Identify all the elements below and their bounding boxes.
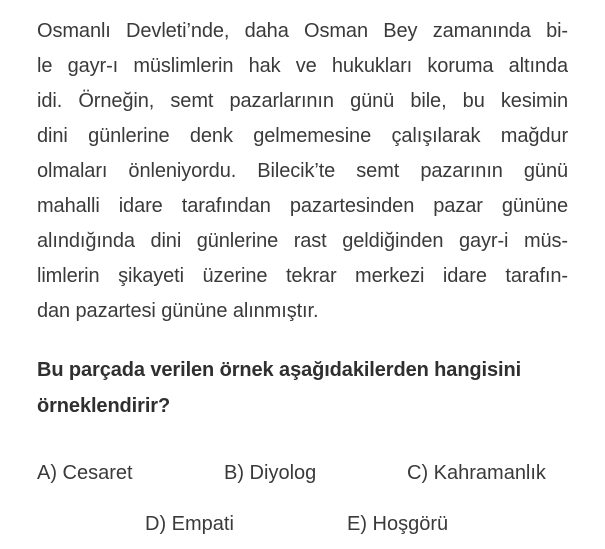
passage-line: dan pazartesi gününe alınmıştır. [37,300,319,322]
option-a: A) Cesaret [37,462,133,484]
reading-passage [37,14,568,329]
option-e: E) Hoşgörü [347,513,449,535]
passage-line: olmaları önleniyordu. Bilecik’te semt pazarının günü [37,160,568,182]
question-stem-line: Bu parçada verilen örnek aşağıdakilerden hangisini [37,359,522,381]
passage-line: mahalli idare tarafından pazartesinden pazar gününe [37,195,568,217]
passage-line: le gayr-ı müslimlerin hak ve hukukları koruma altında [37,55,568,77]
option-c: C) Kahramanlık [407,462,546,484]
passage-line: idi. Örneğin, semt pazarlarının günü bile, bu kesimin [37,90,568,112]
passage-line: Osmanlı Devleti’nde, daha Osman Bey zamanında bi- [37,20,568,42]
passage-line: alındığında dini günlerine rast geldiğinden gayr-i müs- [37,230,568,252]
question-stem-line: örneklendirir? [37,395,171,417]
passage-line: limlerin şikayeti üzerine tekrar merkezi idare tarafın- [37,265,568,287]
option-d: D) Empati [145,513,234,535]
option-b: B) Diyolog [224,462,317,484]
passage-line: dini günlerine denk gelmemesine çalışılarak mağdur [37,125,568,147]
question-stem [37,352,568,424]
